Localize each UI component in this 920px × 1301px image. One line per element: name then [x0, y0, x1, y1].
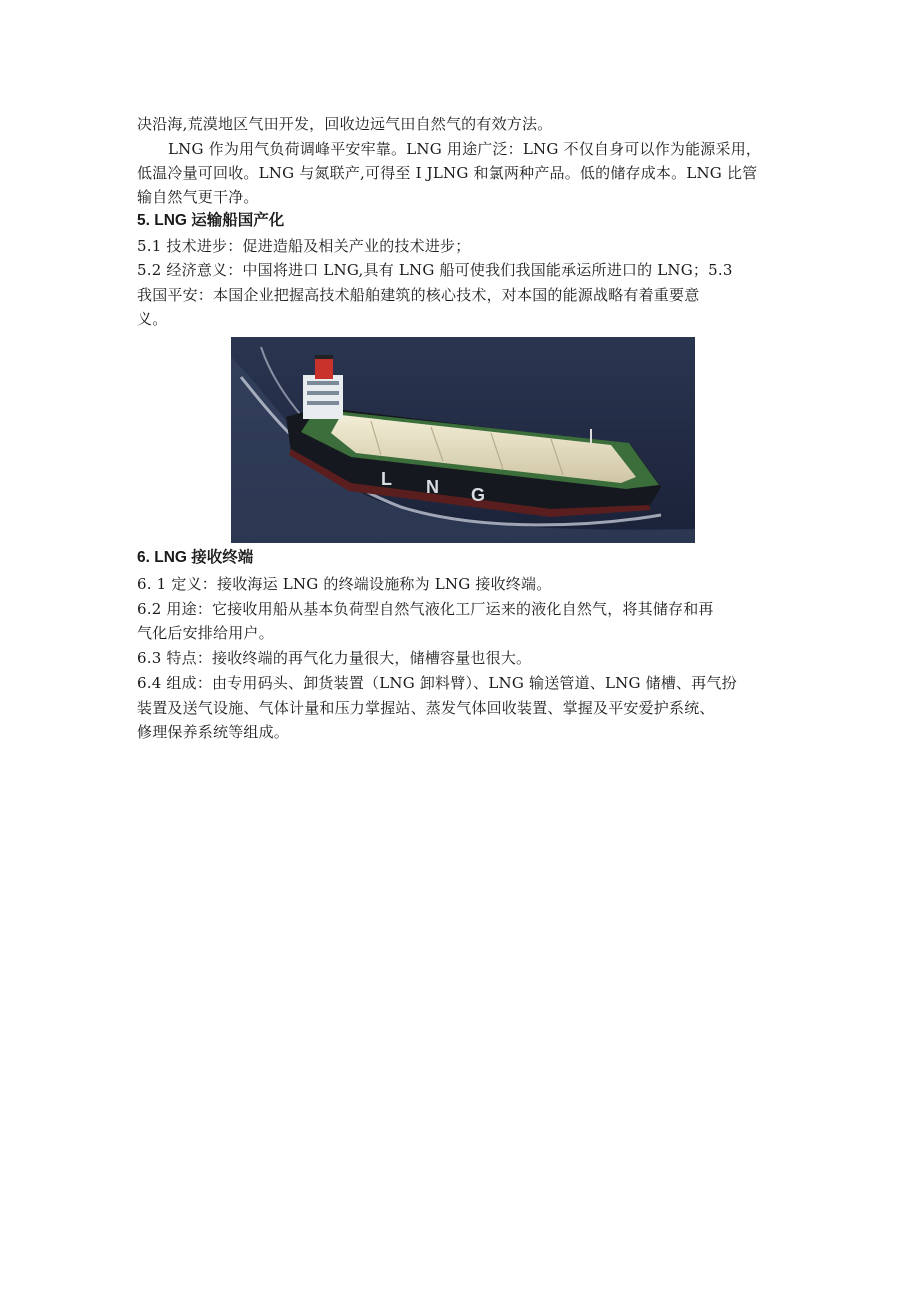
- paragraph-line: 低温冷量可回收。LNG 与氮联产,可得至 I JLNG 和氯两种产品。低的储存成本。LNG 比管: [137, 164, 758, 182]
- hull-letter-g: G: [471, 485, 486, 505]
- section-heading-6: 6. LNG 接收终端: [137, 549, 254, 566]
- list-item: 气化后安排给用户。: [137, 624, 274, 642]
- list-item: 6.3 特点：接收终端的再气化力量很大，储槽容量也很大。: [137, 649, 532, 667]
- list-item: 5.1 技术进步：促进造船及相关产业的技术进步；: [137, 237, 471, 255]
- paragraph-line: LNG 作为用气负荷调峰平安牢靠。LNG 用途广泛：LNG 不仅自身可以作为能源采用，: [168, 140, 762, 158]
- lng-carrier-photo: [231, 337, 695, 543]
- list-item: 6.2 用途：它接收用船从基本负荷型自然气液化工厂运来的液化自然气，将其储存和再: [137, 600, 714, 618]
- list-item: 义。: [137, 310, 168, 328]
- hull-letter-n: N: [426, 477, 439, 497]
- paragraph-line: 输自然气更干净。: [137, 188, 259, 206]
- list-item: 6.4 组成：由专用码头、卸货装置（LNG 卸料臂）、LNG 输送管道、LNG 储槽、再气扮: [137, 674, 737, 692]
- list-item: 6. 1 定义：接收海运 LNG 的终端设施称为 LNG 接收终端。: [137, 575, 552, 593]
- paragraph-line: 决沿海,荒漠地区气田开发，回收边远气田自然气的有效方法。: [137, 115, 553, 133]
- list-item: 装置及送气设施、气体计量和压力掌握站、蒸发气体回收装置、掌握及平安爱护系统、: [137, 699, 715, 717]
- section-heading-5: 5. LNG 运输船国产化: [137, 212, 285, 229]
- list-item: 我国平安：本国企业把握高技术船舶建筑的核心技术，对本国的能源战略有着重要意: [137, 286, 700, 304]
- list-item: 修理保养系统等组成。: [137, 723, 290, 741]
- list-item: 5.2 经济意义：中国将进口 LNG,具有 LNG 船可使我们我国能承运所进口的 LNG；5.3: [137, 261, 733, 279]
- hull-letter-l: L: [381, 469, 392, 489]
